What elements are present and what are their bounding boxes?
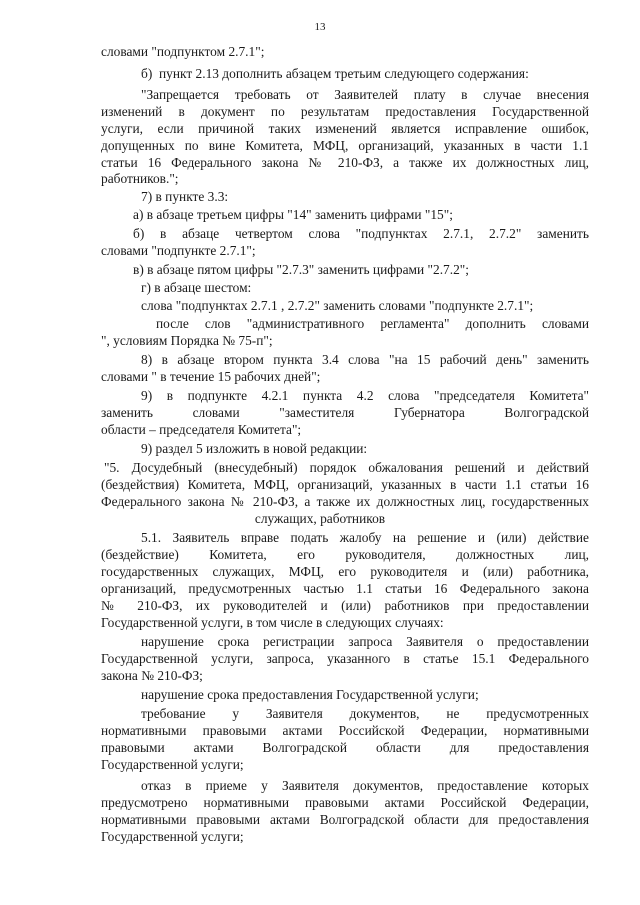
text-line: правовыми актами Волгоградской области для предоставления: [101, 740, 589, 755]
text-line: заменить словами "заместителя Губернатора Волгоградской: [101, 405, 589, 420]
text-line: предусмотрено нормативными правовыми актами Российской Федерации,: [101, 795, 589, 810]
text-line: б) пункт 2.13 дополнить абзацем третьим следующего содержания:: [141, 66, 529, 81]
text-line: закона № 210-ФЗ;: [101, 668, 203, 683]
text-line: 9) в подпункте 4.2.1 пункта 4.2 слова "председателя Комитета": [141, 388, 589, 403]
text-line: 9) раздел 5 изложить в новой редакции:: [141, 441, 368, 456]
text-line: словами "подпункте 2.7.1";: [101, 243, 256, 258]
text-line: служащих, работников: [254, 511, 386, 526]
text-line: нормативными правовыми актами Российской Федерации, нормативными: [101, 723, 589, 738]
text-line: Федерального закона № 210-ФЗ, а также их должностных лиц, государственных: [101, 494, 589, 509]
text-line: "5. Досудебный (внесудебный) порядок обжалования решений и действий: [104, 460, 589, 475]
text-line: нарушение срока регистрации запроса Заявителя о предоставлении: [141, 634, 589, 649]
text-line: области – председателя Комитета";: [101, 422, 302, 437]
text-line: 5.1. Заявитель вправе подать жалобу на решение и (или) действие: [141, 530, 589, 545]
text-line: 8) в абзаце втором пункта 3.4 слова "на 15 рабочий день" заменить: [141, 352, 589, 367]
text-line: допущенных по вине Комитета, МФЦ, организаций, указанных в части 1.1: [101, 138, 589, 153]
text-line: (бездействие) Комитета, его руководителя, должностных лиц,: [101, 547, 589, 562]
page-number: 13: [314, 21, 326, 33]
text-line: ", условиям Порядка № 75-п";: [101, 333, 273, 348]
text-line: Государственной услуги, в том числе в следующих случаях:: [101, 615, 444, 630]
text-line: услуги, если причиной таких изменений является исправление ошибок,: [101, 121, 589, 136]
text-line: Государственной услуги;: [101, 829, 244, 844]
text-line: б) в абзаце четвертом слова "подпунктах 2.7.1, 2.7.2" заменить: [133, 226, 589, 241]
text-line: Государственной услуги, запроса, указанного в статье 15.1 Федерального: [101, 651, 589, 666]
text-line: работников.";: [101, 171, 179, 186]
text-line: словами " в течение 15 рабочих дней";: [101, 369, 321, 384]
text-line: изменений в документ по результатам предоставления Государственной: [101, 104, 589, 119]
text-line: отказ в приеме у Заявителя документов, предоставление которых: [141, 778, 589, 793]
text-line: 7) в пункте 3.3:: [141, 189, 229, 204]
text-line: в) в абзаце пятом цифры "2.7.3" заменить цифрами "2.7.2";: [133, 262, 469, 277]
text-line: слова "подпунктах 2.7.1 , 2.7.2" заменить словами "подпункте 2.7.1";: [141, 298, 534, 313]
text-line: нарушение срока предоставления Государственной услуги;: [141, 687, 479, 702]
text-line: Государственной услуги;: [101, 757, 244, 772]
text-line: (бездействия) Комитета, МФЦ, организаций, указанных в части 1.1 статьи 16: [101, 477, 589, 492]
text-line: государственных служащих, МФЦ, его руководителя и (или) работника,: [101, 564, 589, 579]
text-line: статьи 16 Федерального закона № 210-ФЗ, а также их должностных лиц,: [101, 155, 589, 170]
text-line: "Запрещается требовать от Заявителей плату в случае внесения: [141, 87, 589, 102]
text-line: требование у Заявителя документов, не предусмотренных: [141, 706, 589, 721]
text-line: № 210-ФЗ, их руководителей и (или) работников при предоставлении: [101, 598, 589, 613]
text-line: организаций, предусмотренных частью 1.1 статьи 16 Федерального закона: [101, 581, 589, 596]
text-line: нормативными правовыми актами Волгоградской области для предоставления: [101, 812, 589, 827]
text-line: словами "подпунктом 2.7.1";: [101, 44, 265, 59]
text-line: после слов "административного регламента" дополнить словами: [156, 316, 589, 331]
text-line: г) в абзаце шестом:: [141, 280, 252, 295]
text-line: а) в абзаце третьем цифры "14" заменить цифрами "15";: [133, 207, 453, 222]
